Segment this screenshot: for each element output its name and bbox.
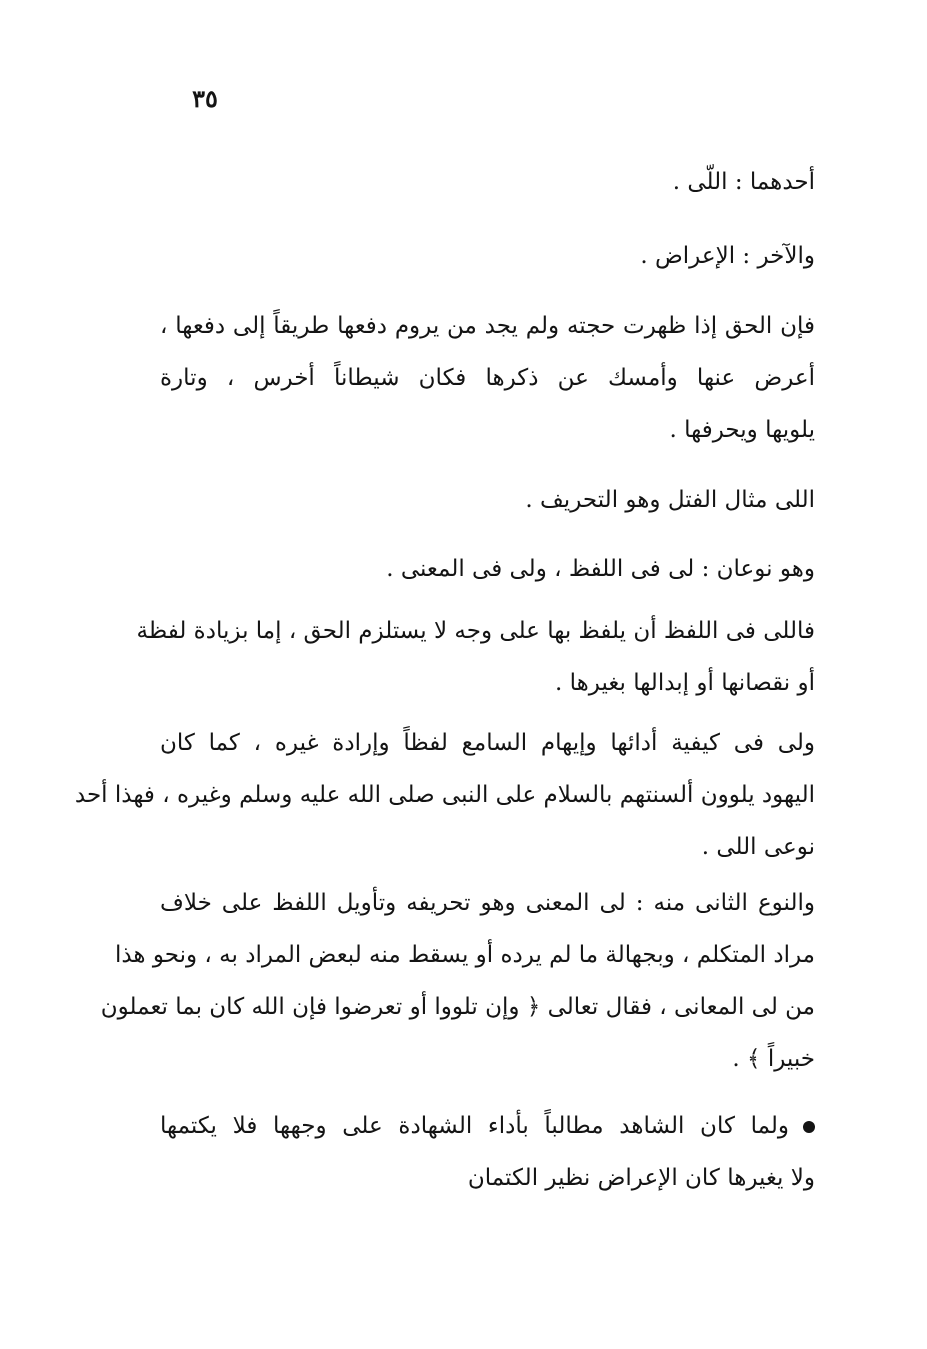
- text-line: خبيراً ﴾ .: [732, 1046, 815, 1072]
- text-line-bulleted: [160, 1100, 815, 1152]
- paragraph-two-kinds: [160, 543, 815, 595]
- paragraph-witness: [160, 1100, 815, 1204]
- text-line: اللى مثال الفتل وهو التحريف .: [525, 487, 815, 513]
- text-line: فاللى فى اللفظ أن يلفظ بها على وجه لا يستلزم الحق ، إما بزيادة لفظة: [136, 618, 815, 644]
- paragraph-twisting-definition: [160, 474, 815, 526]
- text-line: مراد المتكلم ، وبجهالة ما لم يرده أو يسقط منه لبعض المراد به ، ونحو هذا: [114, 942, 815, 968]
- bullet-icon: [803, 1121, 815, 1133]
- text-line: فإن الحق إذا ظهرت حجته ولم يجد من يروم دفعها طريقاً إلى دفعها ،: [160, 313, 815, 339]
- paragraph-twisting-in-wording: [136, 605, 815, 709]
- text-line: يلويها ويحرفها .: [669, 417, 815, 443]
- paragraph-second-type: [160, 230, 815, 282]
- text-line: والنوع الثانى منه : لى المعنى وهو تحريفه وتأويل اللفظ على خلاف: [160, 890, 815, 916]
- text-line: اليهود يلوون ألسنتهم بالسلام على النبى صلى الله عليه وسلم وغيره ، فهذا أحد: [74, 782, 815, 808]
- paragraph-twisting-in-meaning: [100, 877, 815, 1085]
- text-line: والآخر : الإعراض .: [640, 243, 815, 269]
- text-line: وهو نوعان : لى فى اللفظ ، ولى فى المعنى .: [386, 556, 815, 582]
- paragraph-truth-argument: [160, 300, 815, 456]
- text-line: ولى فى كيفية أدائها وإيهام السامع لفظاً وإرادة غيره ، كما كان: [160, 730, 815, 756]
- text-line: نوعى اللى .: [701, 834, 815, 860]
- text-line: أعرض عنها وأمسك عن ذكرها فكان شيطاناً أخرس ، وتارة: [160, 365, 815, 391]
- text-line: أو نقصانها أو إبدالها بغيرها .: [555, 670, 815, 696]
- text-line: ولما كان الشاهد مطالباً بأداء الشهادة على وجهها فلا يكتمها: [160, 1113, 789, 1139]
- text-line: أحدهما : اللّى .: [672, 169, 815, 195]
- text-line: من لى المعانى ، فقال تعالى ﴿ وإن تلووا أو تعرضوا فإن الله كان بما تعملون: [100, 994, 815, 1020]
- paragraph-first-type: [160, 156, 815, 208]
- text-line: ولا يغيرها كان الإعراض نظير الكتمان: [467, 1165, 815, 1191]
- paragraph-twisting-in-delivery: [74, 717, 815, 873]
- page-number: ٣٥: [192, 84, 218, 113]
